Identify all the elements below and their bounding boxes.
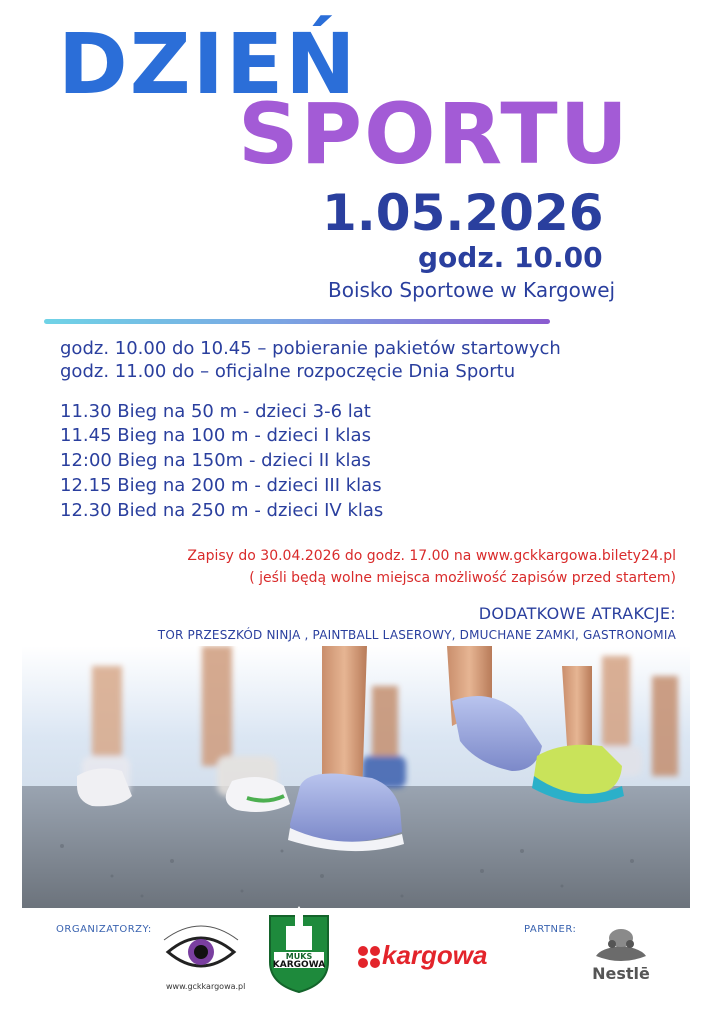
muks-logo [266,906,332,994]
run-item: 11.30 Bieg na 50 m - dzieci 3-6 lat [60,401,371,422]
run-item: 12.30 Bied na 250 m - dzieci IV klas [60,500,384,521]
muks-top-text: MUKS [285,952,313,961]
gck-url[interactable]: www.gckkargowa.pl [166,982,246,991]
run-item: 11.45 Bieg na 100 m - dzieci I klas [60,425,371,446]
run-item: 12:00 Bieg na 150m - dzieci II klas [60,450,371,471]
registration-info: Zapisy do 30.04.2026 do godz. 17.00 na www.gckkargowa.bilety24.pl [187,548,676,564]
event-time: godz. 10.00 [418,241,603,274]
nestle-wordmark: Nestlē [592,964,650,983]
runners-photo [22,646,690,908]
gck-logo[interactable] [158,920,244,994]
nestle-logo [586,922,656,992]
nest-birds-icon [586,922,656,966]
kargowa-wordmark: kargowa [382,940,488,970]
divider [44,319,550,324]
eye-icon [158,920,244,984]
schedule-line: godz. 11.00 do – oficjalne rozpoczęcie Dnia Sportu [60,361,516,382]
title-sportu: SPORTU [238,85,630,183]
registration-note: ( jeśli będą wolne miejsca możliwość zapisów przed startem) [249,570,676,586]
muks-bottom-text: KARGOWA [272,960,326,970]
schedule-line: godz. 10.00 do 10.45 – pobieranie pakietów startowych [60,338,561,359]
run-item: 12.15 Bieg na 200 m - dzieci III klas [60,475,382,496]
shield-icon [266,906,332,994]
attractions-list: TOR PRZESZKÓD NINJA , PAINTBALL LASEROWY, DMUCHANE ZAMKI, GASTRONOMIA [157,628,676,642]
kargowa-logo [356,940,490,974]
title-dzien: DZIEŃ [58,15,358,113]
event-date: 1.05.2026 [322,184,604,242]
event-venue: Boisko Sportowe w Kargowej [328,278,616,302]
dots-icon [356,944,382,970]
organizers-label: ORGANIZATORZY: [56,924,152,935]
partner-label: PARTNER: [524,924,577,935]
attractions-heading: DODATKOWE ATRAKCJE: [478,604,676,623]
